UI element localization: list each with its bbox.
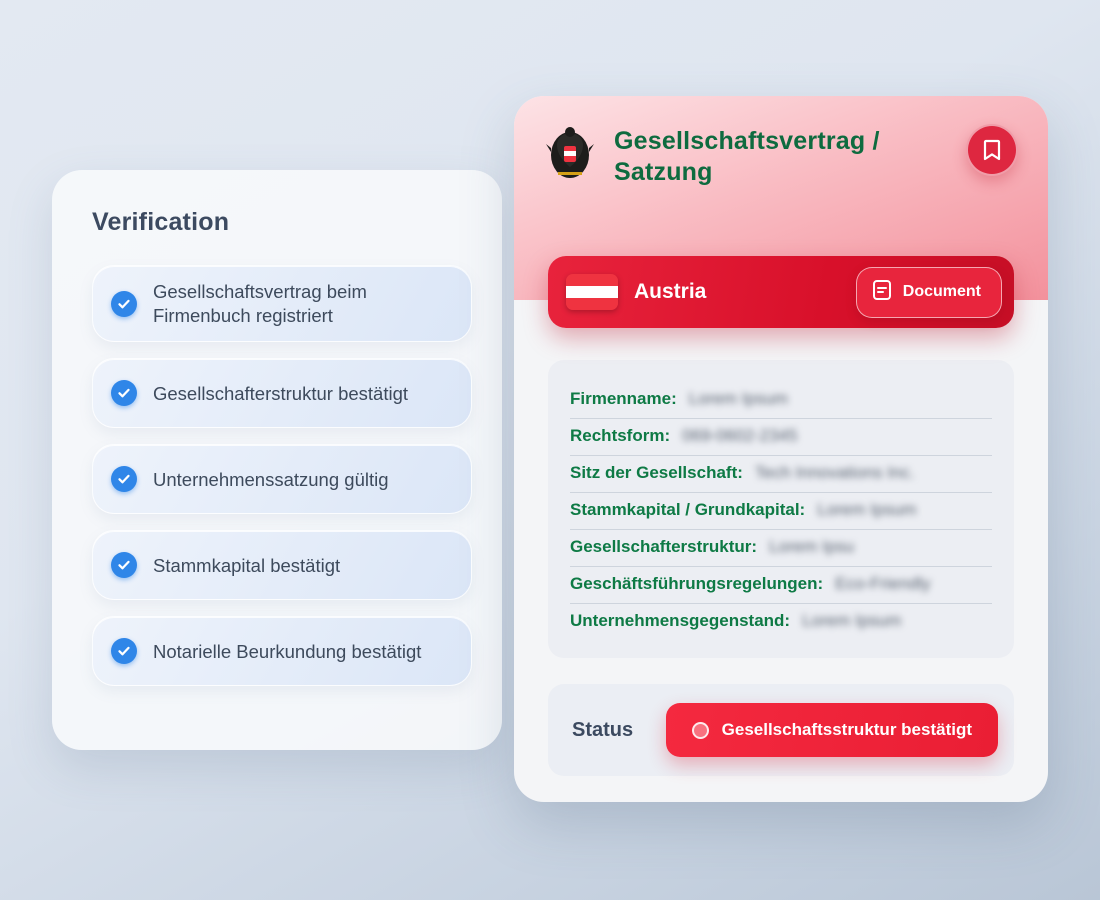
country-name: Austria — [634, 280, 707, 303]
bookmark-icon[interactable] — [966, 124, 1018, 176]
table-row — [570, 382, 992, 419]
list-item-label: Gesellschafterstruktur bestätigt — [153, 382, 408, 404]
field-value: 069-0602-2345 — [682, 426, 798, 445]
field-key: Sitz der Gesellschaft: — [570, 463, 743, 482]
verification-panel — [52, 170, 502, 750]
status-dot-icon — [692, 722, 709, 739]
table-row — [570, 456, 992, 493]
field-key: Rechtsform: — [570, 426, 671, 445]
austria-flag-icon — [566, 274, 618, 310]
field-value: Lorem Ipsum — [688, 389, 788, 408]
field-key: Stammkapital / Grundkapital: — [570, 500, 806, 519]
document-fields-panel — [548, 360, 1014, 658]
field-value: Lorem Ipsum — [802, 611, 902, 630]
status-panel — [548, 684, 1014, 776]
document-card-header — [514, 96, 1048, 303]
table-row — [570, 419, 992, 456]
table-row — [570, 530, 992, 567]
table-row — [570, 493, 992, 530]
list-item[interactable] — [92, 616, 472, 686]
status-label: Status — [572, 718, 634, 741]
field-key: Firmenname: — [570, 389, 677, 408]
status-badge-label: Gesellschaftsstruktur bestätigt — [721, 720, 972, 739]
field-key: Geschäftsführungsregelungen: — [570, 574, 824, 593]
list-item-label: Notarielle Beurkundung bestätigt — [153, 640, 422, 662]
document-header-top — [544, 124, 1018, 189]
document-icon — [871, 279, 893, 306]
list-item[interactable] — [92, 530, 472, 600]
table-row — [570, 604, 992, 640]
country-bar — [548, 256, 1014, 328]
austrian-eagle-crest-icon — [544, 124, 596, 184]
check-circle-icon — [111, 291, 137, 317]
page-title: Gesellschaftsvertrag / Satzung — [614, 127, 880, 187]
list-item-label: Unternehmenssatzung gültig — [153, 468, 389, 490]
field-value: Lorem Ipsum — [817, 500, 917, 519]
table-row — [570, 567, 992, 604]
document-type-chip[interactable] — [856, 267, 1002, 318]
verification-check-list — [92, 265, 472, 686]
field-key: Unternehmensgegenstand: — [570, 611, 791, 630]
check-circle-icon — [111, 380, 137, 406]
status-badge[interactable] — [666, 703, 998, 757]
check-circle-icon — [111, 638, 137, 664]
list-item-label: Stammkapital bestätigt — [153, 554, 341, 576]
field-value: Tech Innovations Inc. — [754, 463, 915, 482]
list-item[interactable] — [92, 265, 472, 342]
list-item[interactable] — [92, 358, 472, 428]
field-key: Gesellschafterstruktur: — [570, 537, 758, 556]
document-chip-label: Document — [902, 283, 981, 300]
list-item[interactable] — [92, 444, 472, 514]
field-value: Lorem Ipsu — [769, 537, 855, 556]
list-item-label: Gesellschaftsvertrag beim Firmenbuch registriert — [153, 281, 367, 326]
check-circle-icon — [111, 466, 137, 492]
field-value: Eco-Friendly — [835, 574, 931, 593]
verification-title: Verification — [92, 208, 230, 236]
check-circle-icon — [111, 552, 137, 578]
document-card — [514, 96, 1048, 802]
